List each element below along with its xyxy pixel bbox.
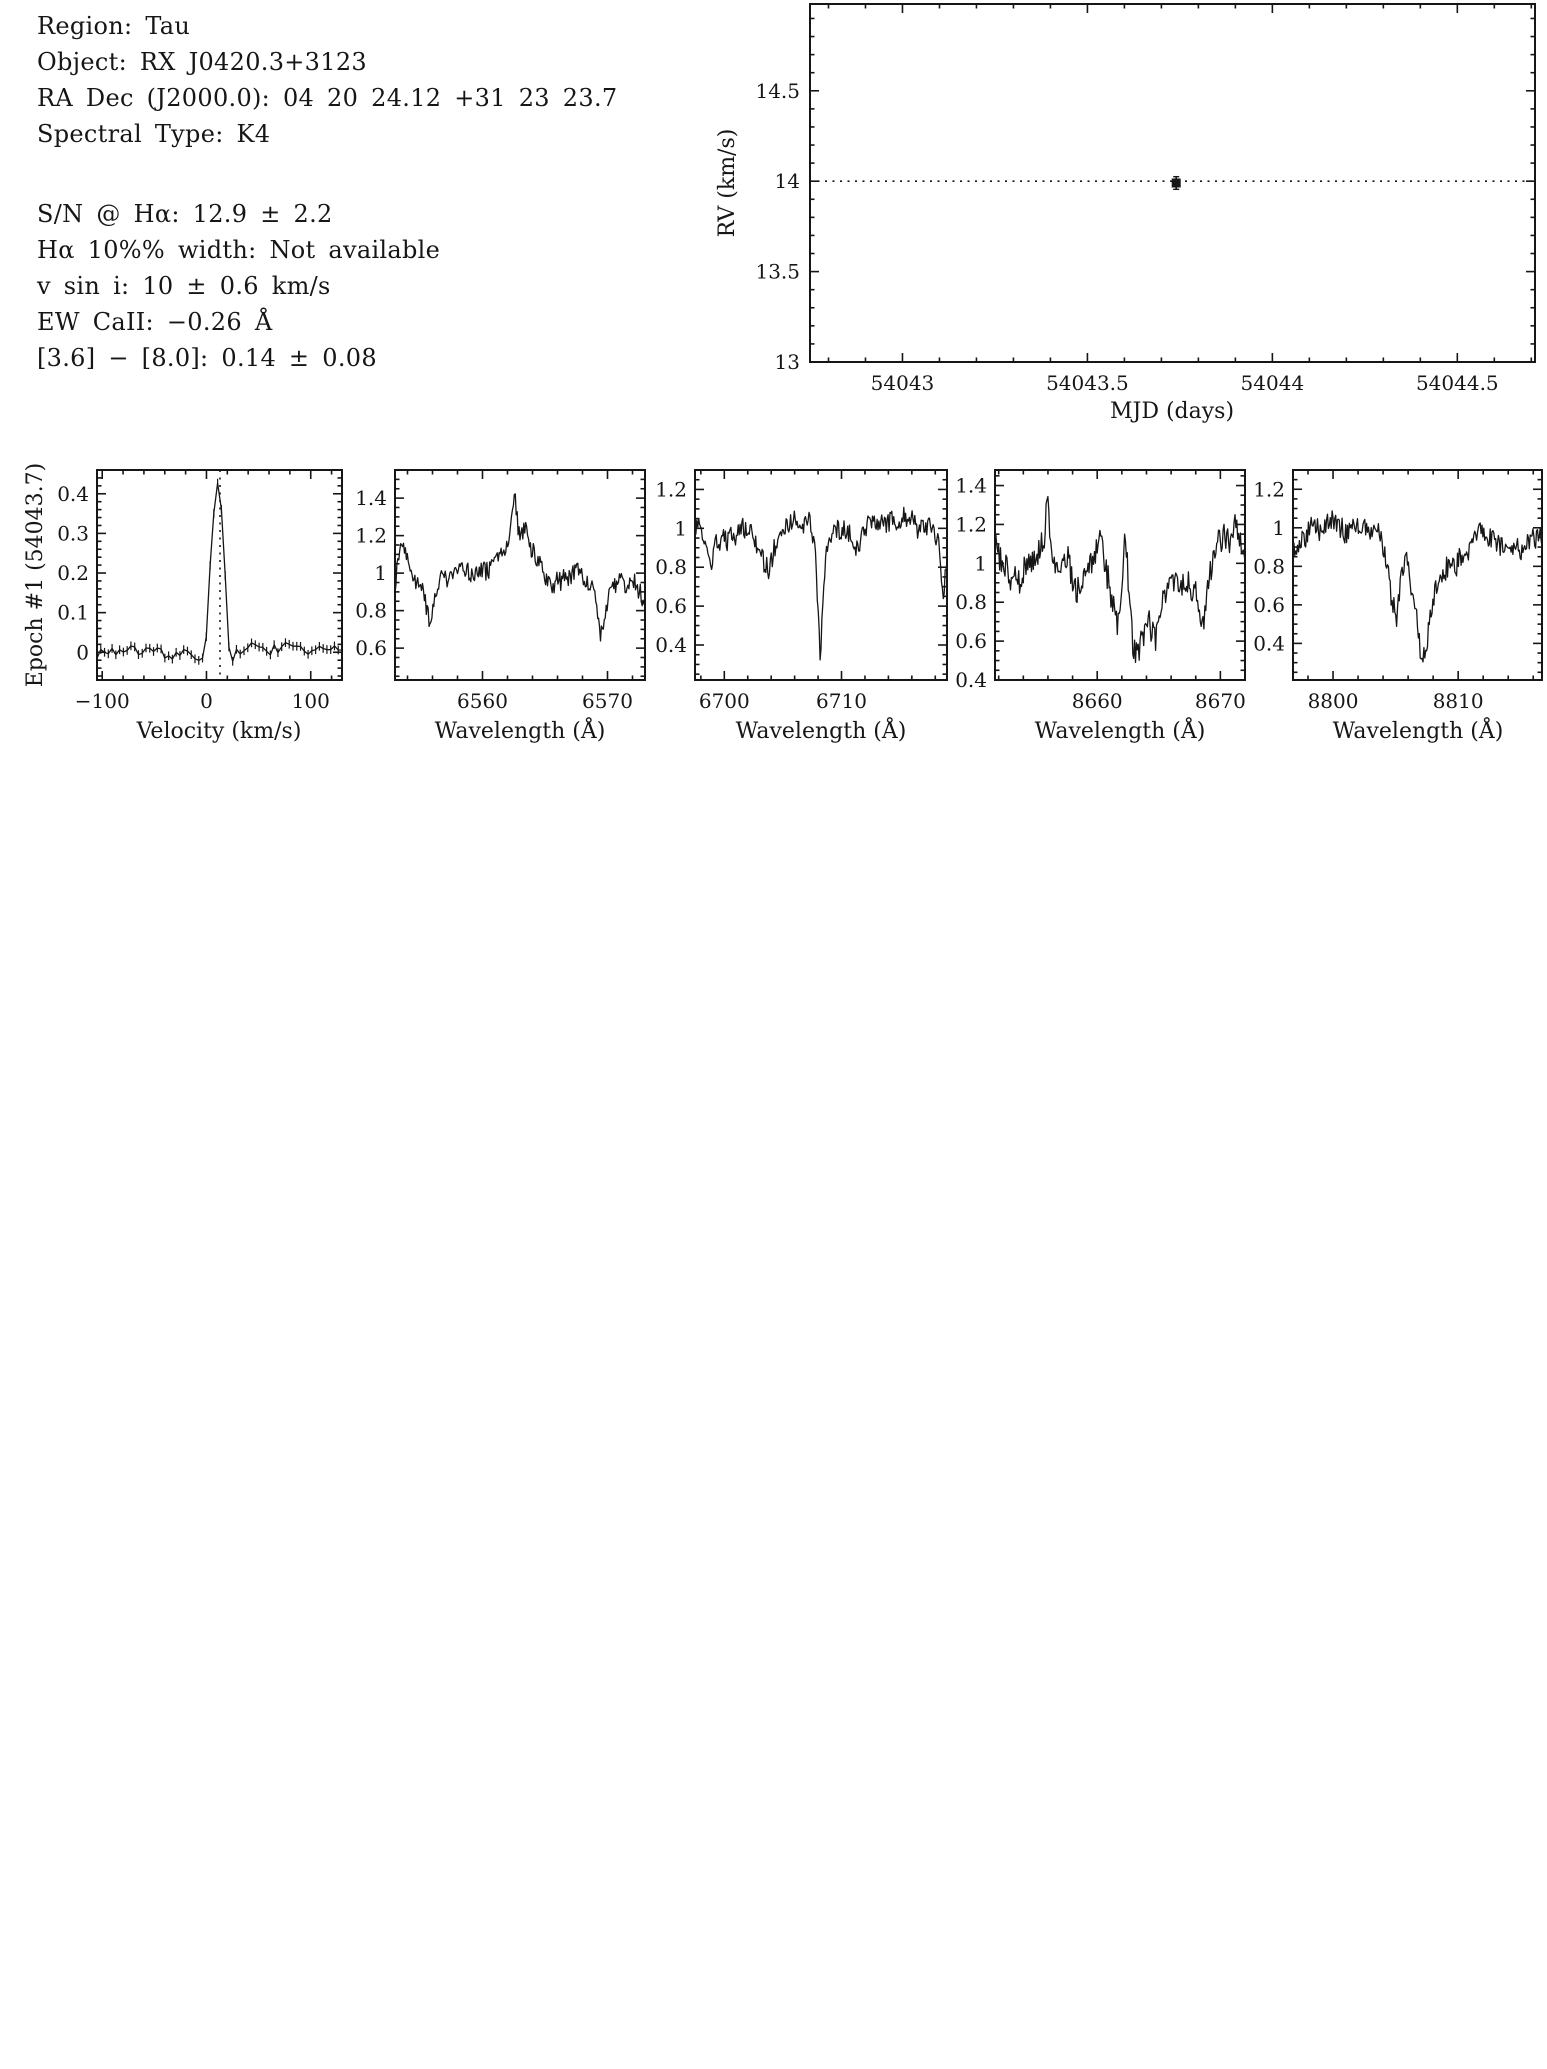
lithium-6708-spectrum-plot-ytick-label: 0.8 bbox=[655, 555, 687, 580]
mgi-8807-spectrum-plot-ytick-label: 0.4 bbox=[1253, 631, 1285, 656]
halpha-spectrum-plot-ytick-label: 1 bbox=[374, 561, 387, 586]
halpha-spectrum-plot-ytick-label: 0.6 bbox=[355, 636, 387, 661]
mgi-8807-spectrum-plot-ytick-label: 0.6 bbox=[1253, 592, 1285, 617]
caii-8662-spectrum-plot-ytick-label: 1.2 bbox=[955, 512, 987, 537]
info-line-object: Object: RX J0420.3+3123 bbox=[37, 48, 367, 76]
caii-8662-spectrum-plot-ytick-label: 0.6 bbox=[955, 629, 987, 654]
halpha-spectrum-plot-ytick-label: 0.8 bbox=[355, 598, 387, 623]
rv-vs-mjd-plot-xlabel: MJD (days) bbox=[1109, 399, 1235, 424]
caii-8662-spectrum-plot bbox=[955, 470, 1246, 744]
rv-vs-mjd-plot-ytick-label: 13 bbox=[774, 350, 800, 374]
halpha-spectrum-plot bbox=[355, 470, 645, 744]
halpha-spectrum-plot-xtick-label: 6570 bbox=[582, 689, 633, 713]
ccf-epoch1-plot-data-series bbox=[97, 479, 342, 666]
ccf-epoch1-plot-ytick-label: 0.2 bbox=[57, 561, 89, 586]
lithium-6708-spectrum-plot-ytick-label: 0.6 bbox=[655, 594, 687, 619]
ccf-epoch1-plot-ytick-label: 0.1 bbox=[57, 600, 89, 625]
ccf-epoch1-plot-xtick-label: 0 bbox=[200, 689, 213, 713]
caii-8662-spectrum-plot-xlabel: Wavelength (Å) bbox=[1034, 719, 1206, 744]
mgi-8807-spectrum-plot-frame bbox=[1293, 470, 1542, 680]
caii-8662-spectrum-plot-ytick-label: 0.4 bbox=[955, 668, 987, 692]
caii-8662-spectrum-plot-data-series bbox=[995, 497, 1245, 663]
lithium-6708-spectrum-plot-ytick-label: 0.4 bbox=[655, 633, 687, 657]
ccf-epoch1-plot-xtick-label: −100 bbox=[74, 689, 130, 713]
halpha-spectrum-plot-xlabel: Wavelength (Å) bbox=[434, 719, 606, 744]
ccf-epoch1-plot-ytick-label: 0 bbox=[76, 640, 89, 665]
mgi-8807-spectrum-plot-xtick-label: 8810 bbox=[1432, 689, 1484, 713]
info-line-irac-color: [3.6] − [8.0]: 0.14 ± 0.08 bbox=[37, 344, 377, 372]
caii-8662-spectrum-plot-xtick-label: 8660 bbox=[1071, 689, 1123, 713]
lithium-6708-spectrum-plot-xlabel: Wavelength (Å) bbox=[735, 719, 907, 744]
lithium-6708-spectrum-plot-xtick-label: 6700 bbox=[698, 689, 750, 713]
halpha-spectrum-plot-ytick-label: 1.4 bbox=[355, 486, 387, 511]
rv-vs-mjd-plot-xtick-label: 54044 bbox=[1240, 371, 1305, 395]
rv-vs-mjd-plot-xtick-label: 54044.5 bbox=[1415, 371, 1499, 395]
ccf-epoch1-plot-ylabel: Epoch #1 (54043.7) bbox=[23, 462, 48, 688]
lithium-6708-spectrum-plot-ytick-label: 1.2 bbox=[655, 477, 687, 502]
caii-8662-spectrum-plot-ytick-label: 0.8 bbox=[955, 590, 987, 615]
ccf-epoch1-plot-ytick-label: 0.4 bbox=[57, 481, 89, 506]
mgi-8807-spectrum-plot-ytick-label: 1 bbox=[1272, 515, 1285, 540]
rv-vs-mjd-plot bbox=[715, 4, 1535, 424]
rv-vs-mjd-plot-ylabel: RV (km/s) bbox=[715, 128, 740, 238]
rv-vs-mjd-plot-ytick-label: 13.5 bbox=[755, 259, 800, 284]
caii-8662-spectrum-plot-ytick-label: 1 bbox=[974, 551, 987, 576]
lithium-6708-spectrum-plot-xtick-label: 6710 bbox=[816, 689, 867, 713]
info-line-snr-halpha: S/N @ Hα: 12.9 ± 2.2 bbox=[37, 200, 333, 228]
rv-vs-mjd-plot-ytick-label: 14.5 bbox=[755, 78, 800, 103]
caii-8662-spectrum-plot-ytick-label: 1.4 bbox=[955, 473, 987, 498]
figure-plots-canvas bbox=[0, 0, 1547, 790]
info-line-region: Region: Tau bbox=[37, 12, 191, 40]
halpha-spectrum-plot-ytick-label: 1.2 bbox=[355, 523, 387, 548]
ccf-epoch1-plot-xlabel: Velocity (km/s) bbox=[136, 719, 302, 744]
halpha-spectrum-plot-xtick-label: 6560 bbox=[457, 689, 508, 713]
info-line-vsini: v sin i: 10 ± 0.6 km/s bbox=[37, 272, 331, 300]
rv-vs-mjd-plot-xtick-label: 54043.5 bbox=[1046, 371, 1129, 395]
caii-8662-spectrum-plot-frame bbox=[995, 470, 1245, 680]
halpha-spectrum-plot-data-series bbox=[395, 494, 645, 641]
mgi-8807-spectrum-plot-ytick-label: 1.2 bbox=[1253, 477, 1285, 502]
lithium-6708-spectrum-plot-ytick-label: 1 bbox=[674, 516, 687, 541]
info-line-spectral-type: Spectral Type: K4 bbox=[37, 120, 271, 148]
halpha-spectrum-plot-frame bbox=[395, 470, 645, 680]
mgi-8807-spectrum-plot bbox=[1253, 470, 1542, 744]
rv-vs-mjd-plot-xtick-label: 54043 bbox=[870, 371, 935, 395]
ccf-epoch1-plot-ytick-label: 0.3 bbox=[57, 521, 89, 546]
lithium-6708-spectrum-plot bbox=[655, 470, 947, 744]
info-line-ew-caii: EW CaII: −0.26 Å bbox=[37, 308, 273, 336]
lithium-6708-spectrum-plot-data-series bbox=[695, 507, 947, 660]
rv-vs-mjd-plot-data-point-marker bbox=[1172, 179, 1181, 188]
mgi-8807-spectrum-plot-xlabel: Wavelength (Å) bbox=[1332, 719, 1504, 744]
mgi-8807-spectrum-plot-xtick-label: 8800 bbox=[1307, 689, 1359, 713]
mgi-8807-spectrum-plot-ytick-label: 0.8 bbox=[1253, 554, 1285, 579]
caii-8662-spectrum-plot-xtick-label: 8670 bbox=[1194, 689, 1246, 713]
info-line-halpha-width: Hα 10%% width: Not available bbox=[37, 236, 441, 264]
ccf-epoch1-plot-xtick-label: 100 bbox=[291, 689, 330, 713]
rv-vs-mjd-plot-ytick-label: 14 bbox=[774, 169, 800, 194]
mgi-8807-spectrum-plot-data-series bbox=[1293, 511, 1542, 662]
ccf-epoch1-plot bbox=[23, 463, 342, 744]
info-line-ra-dec: RA Dec (J2000.0): 04 20 24.12 +31 23 23.7 bbox=[37, 84, 618, 112]
